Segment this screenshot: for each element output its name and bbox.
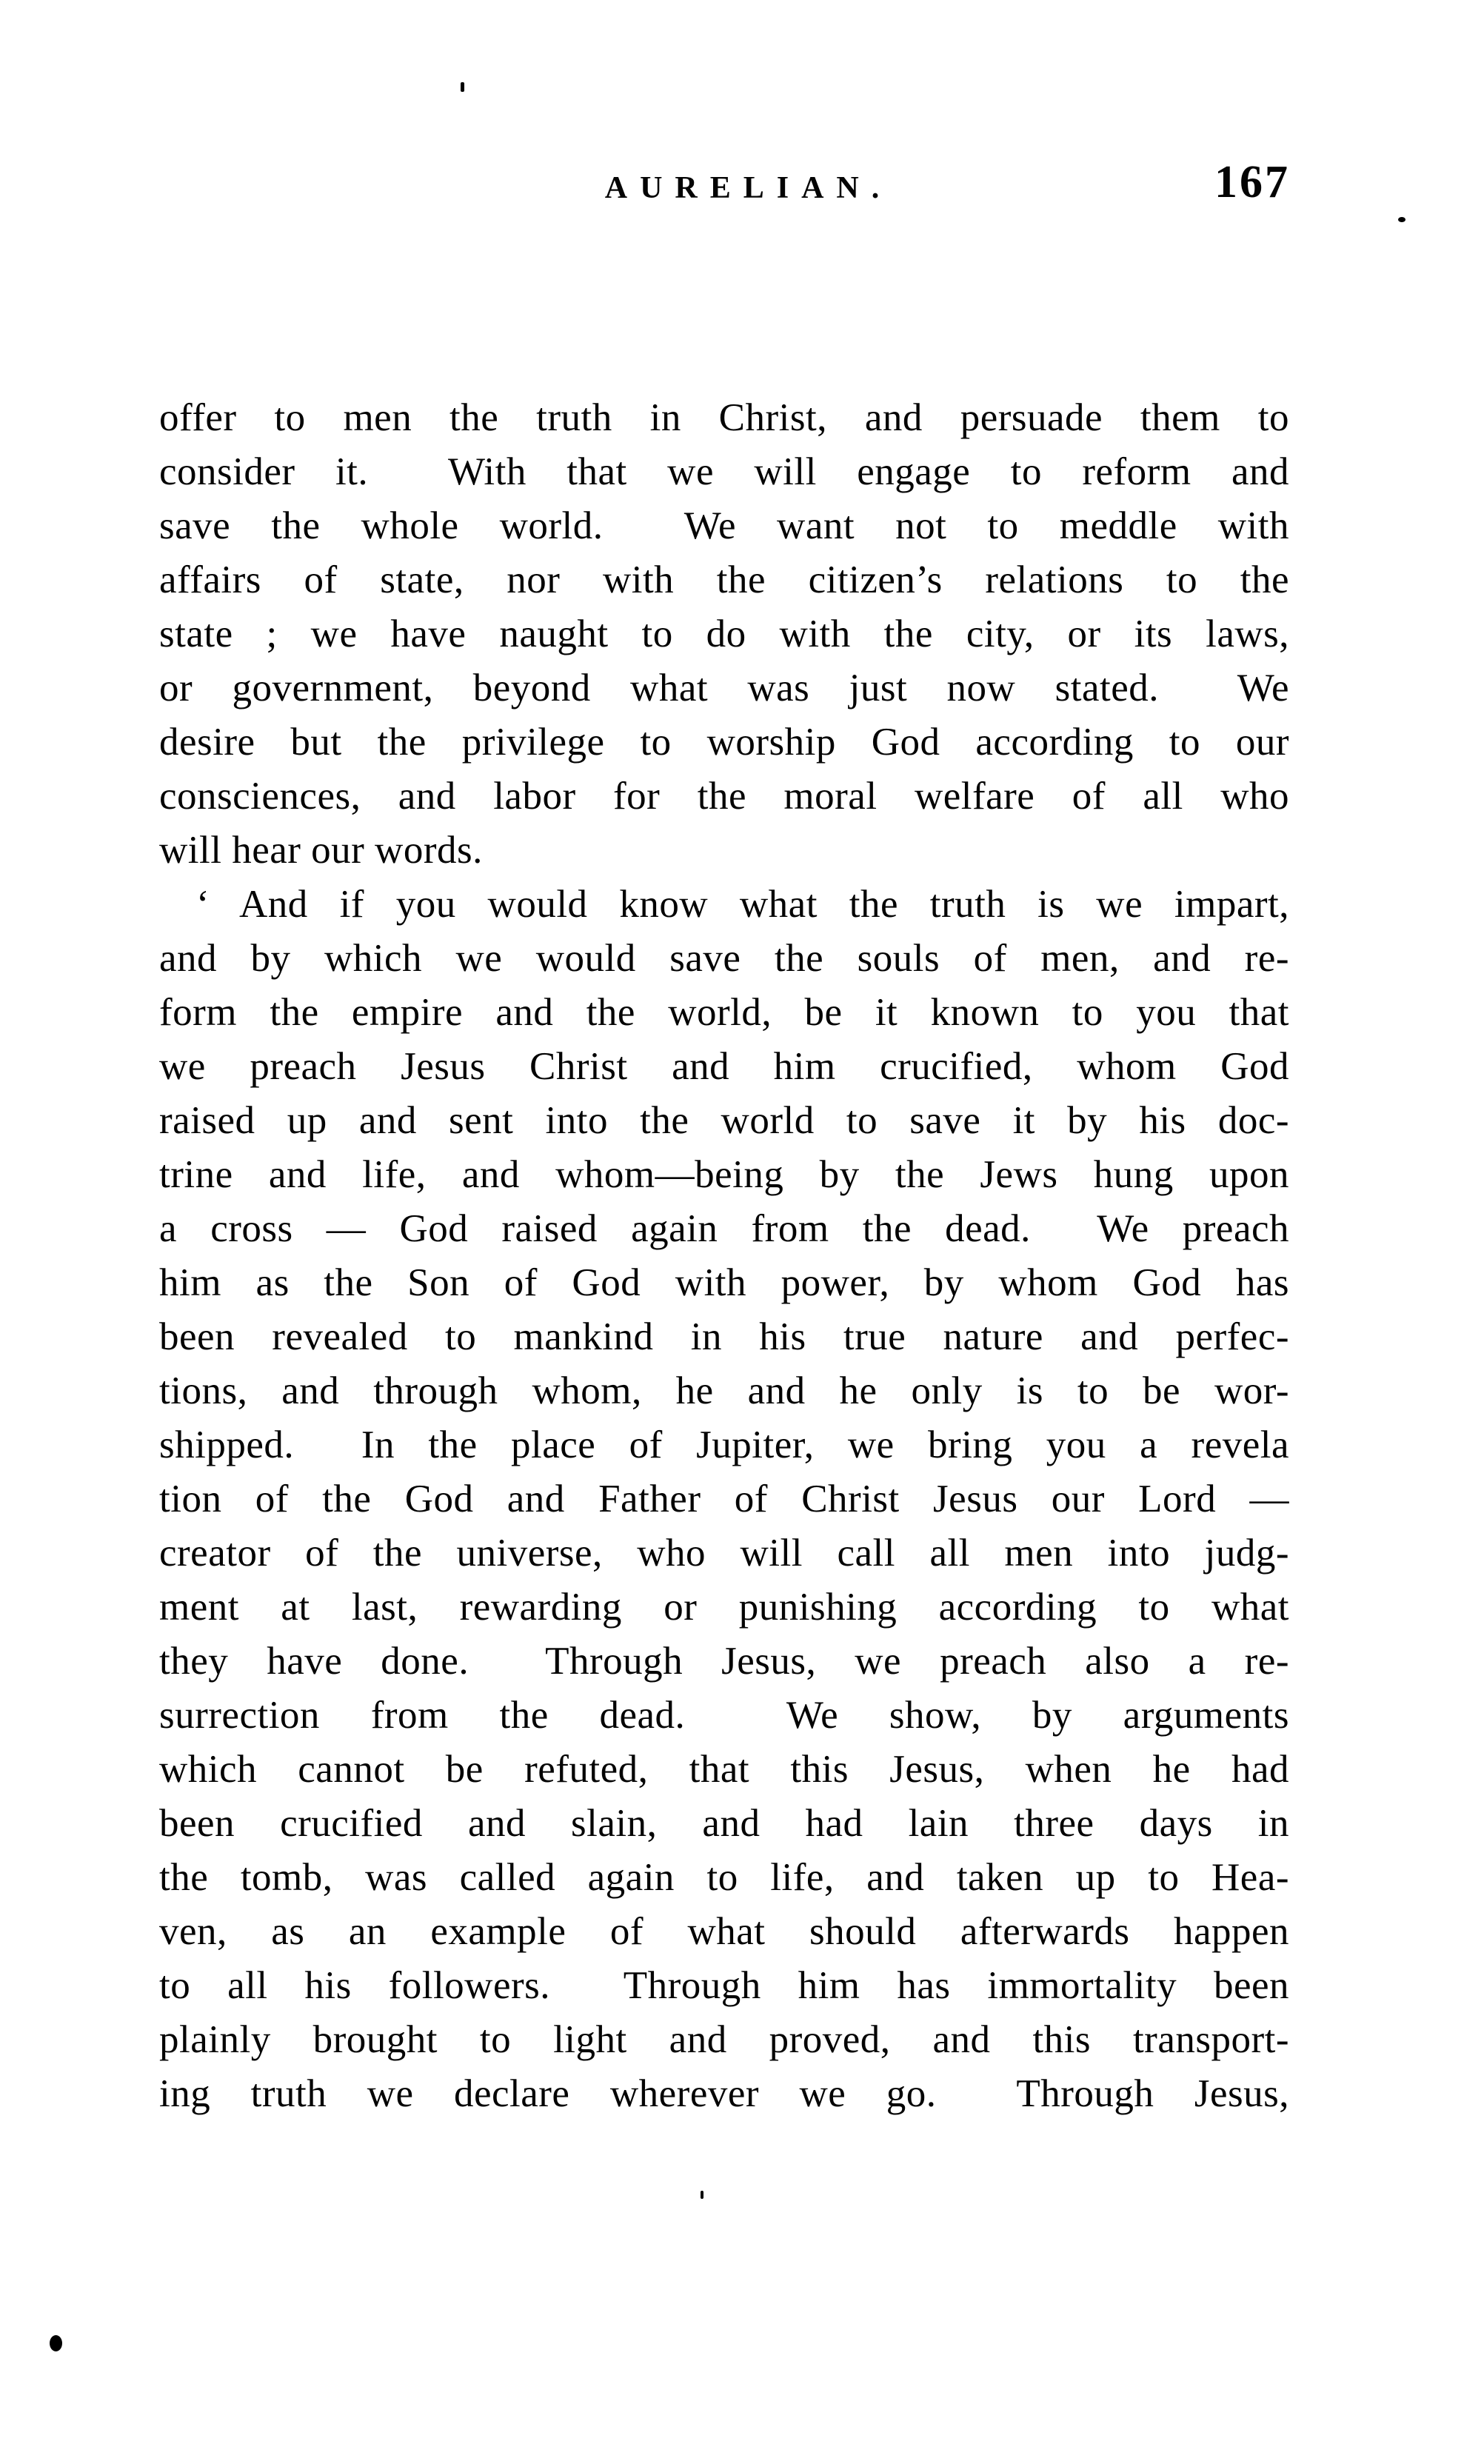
text-line: surrection from the dead. We show, by arguments (159, 1694, 1289, 1737)
text-line: which cannot be refuted, that this Jesus, when he had (159, 1748, 1289, 1791)
text-line: shipped. In the place of Jupiter, we bring you a revela (159, 1423, 1289, 1466)
text-line: save the whole world. We want not to meddle with (159, 504, 1289, 547)
text-line: form the empire and the world, be it known to you that (159, 991, 1289, 1034)
text-line: tions, and through whom, he and he only is to be wor- (159, 1369, 1289, 1412)
text-line: the tomb, was called again to life, and taken up to Hea- (159, 1856, 1289, 1899)
text-line: raised up and sent into the world to save it by his doc- (159, 1099, 1289, 1142)
page-number: 167 (1214, 157, 1290, 207)
text-line: tion of the God and Father of Christ Jesus our Lord — (159, 1478, 1289, 1520)
text-line: we preach Jesus Christ and him crucified, whom God (159, 1045, 1289, 1088)
ink-speck (701, 2191, 703, 2199)
text-line: plainly brought to light and proved, and this transport- (159, 2018, 1289, 2061)
text-line: him as the Son of God with power, by whom God has (159, 1261, 1289, 1304)
text-line: consciences, and labor for the moral welfare of all who (159, 775, 1289, 818)
ink-speck (50, 2335, 62, 2351)
ink-speck (1398, 217, 1406, 222)
text-line: ment at last, rewarding or punishing according to what (159, 1586, 1289, 1629)
text-line: been revealed to mankind in his true nature and perfec- (159, 1315, 1289, 1358)
text-line: they have done. Through Jesus, we preach also a re- (159, 1640, 1289, 1683)
text-line: trine and life, and whom—being by the Jews hung upon (159, 1153, 1289, 1196)
text-line: or government, beyond what was just now stated. We (159, 667, 1289, 710)
body-text (159, 391, 1289, 2121)
text-line: affairs of state, nor with the citizen’s relations to the (159, 558, 1289, 601)
text-line: been crucified and slain, and had lain three days in (159, 1802, 1289, 1845)
text-line: state ; we have naught to do with the city, or its laws, (159, 612, 1289, 655)
text-line: offer to men the truth in Christ, and persuade them to (159, 396, 1289, 439)
text-line: to all his followers. Through him has immortality been (159, 1964, 1289, 2007)
text-line-paragraph-start: ‘ And if you would know what the truth is we impart, (196, 883, 1289, 926)
text-line-paragraph-end: will hear our words. (159, 829, 483, 872)
text-line: and by which we would save the souls of men, and re- (159, 937, 1289, 980)
text-line: desire but the privilege to worship God according to our (159, 721, 1289, 764)
text-line: ing truth we declare wherever we go. Through Jesus, (159, 2072, 1289, 2115)
text-line: creator of the universe, who will call all men into judg- (159, 1532, 1289, 1575)
text-line: consider it. With that we will engage to reform and (159, 450, 1289, 493)
text-line: a cross — God raised again from the dead. We preach (159, 1207, 1289, 1250)
running-header: AURELIAN. (604, 171, 892, 205)
ink-speck (461, 82, 464, 92)
text-line: ven, as an example of what should afterwards happen (159, 1910, 1289, 1953)
